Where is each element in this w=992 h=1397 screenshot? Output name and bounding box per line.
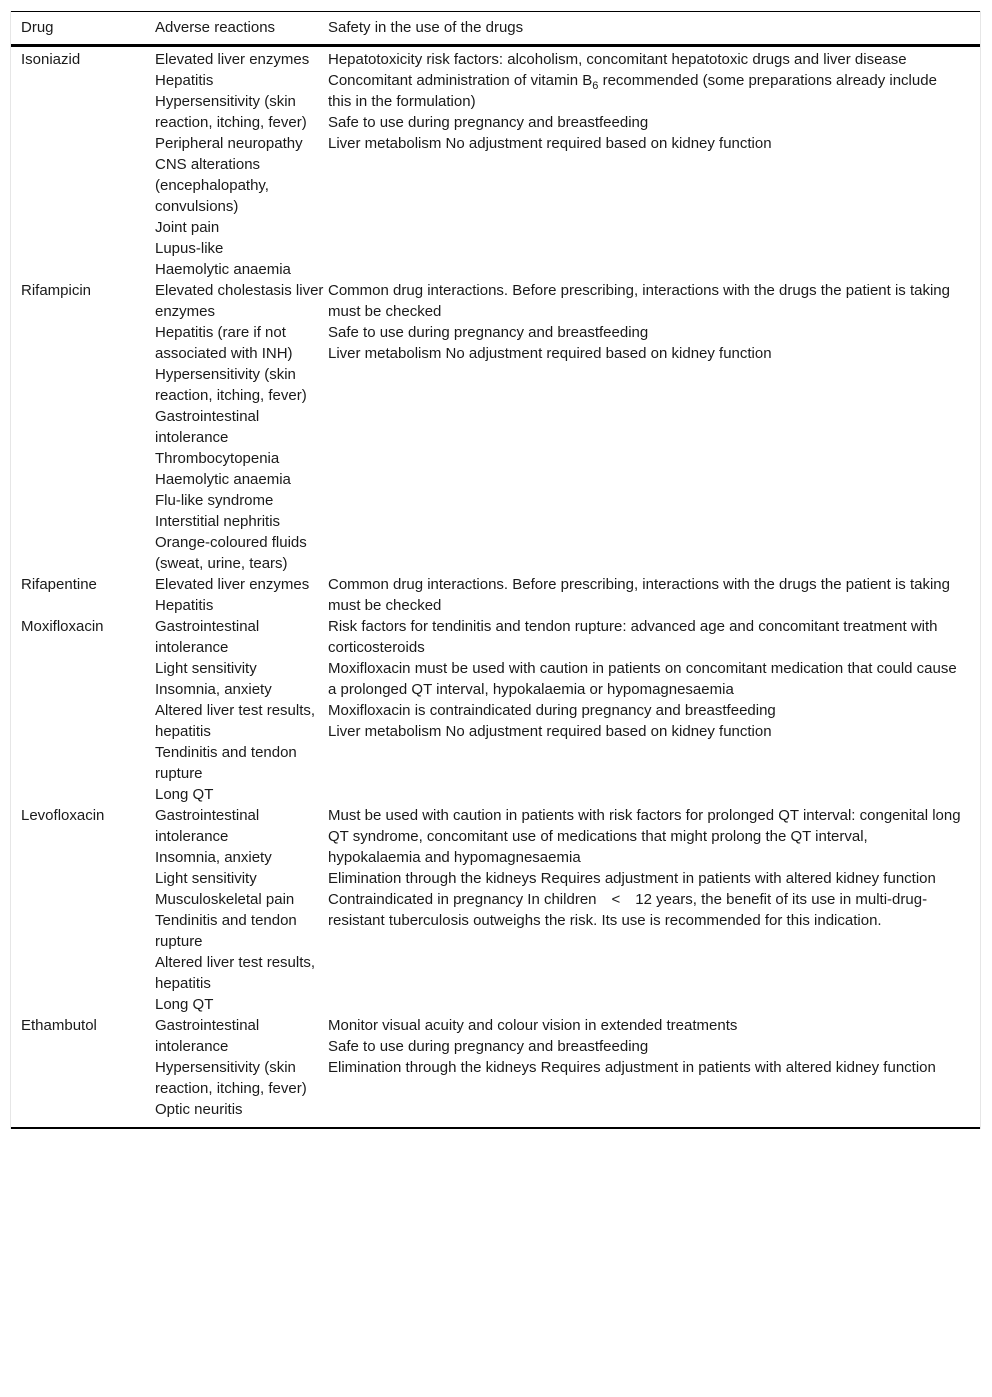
header-drug: Drug: [11, 12, 155, 46]
drug-safety-table-container: [10, 11, 981, 1129]
adverse-reaction-item: Interstitial nephritis: [155, 513, 281, 530]
safety-note: Safe to use during pregnancy and breastfeeding: [328, 114, 649, 131]
adverse-reaction-item: Light sensitivity: [155, 660, 257, 677]
adverse-reaction-item: Optic neuritis: [155, 1101, 243, 1118]
adverse-reaction-item: Gastrointestinal intolerance: [155, 807, 260, 845]
safety-note-text: recommended (some preparations already include this in the formulation): [328, 72, 937, 110]
adverse-reaction-item: Lupus-like: [155, 240, 224, 257]
adverse-reaction-item: CNS alterations (encephalopathy, convulsions): [155, 156, 269, 215]
table-header-row: [11, 12, 980, 46]
header-safety: Safety in the use of the drugs: [328, 12, 980, 46]
safety-cell: [328, 1015, 980, 1128]
table-row: [11, 1015, 980, 1128]
adverse-reaction-item: Altered liver test results, hepatitis: [155, 702, 316, 740]
safety-note: Safe to use during pregnancy and breastfeeding: [328, 1038, 649, 1055]
adverse-reaction-item: Thrombocytopenia: [155, 450, 280, 467]
adverse-reaction-item: Haemolytic anaemia: [155, 471, 291, 488]
table-row: [11, 280, 980, 574]
safety-note: [328, 70, 964, 112]
adverse-reaction-item: Insomnia, anxiety: [155, 681, 272, 698]
safety-cell: [328, 616, 980, 805]
subscript: 6: [592, 80, 599, 92]
safety-note: Liver metabolism No adjustment required based on kidney function: [328, 135, 772, 152]
table-row: [11, 574, 980, 616]
drug-safety-table: [11, 11, 980, 1129]
adverse-reaction-item: Hepatitis (rare if not associated with INH): [155, 324, 293, 362]
adverse-reaction-item: Hepatitis: [155, 72, 214, 89]
table-row: [11, 805, 980, 1015]
safety-note: Moxifloxacin must be used with caution in patients on concomitant medication that could cause a prolonged QT interval, hypokalaemia or hypomagnesaemia: [328, 660, 957, 698]
adverse-reaction-item: Haemolytic anaemia: [155, 261, 291, 278]
adverse-reaction-item: Gastrointestinal intolerance: [155, 408, 260, 446]
adverse-reaction-item: Musculoskeletal pain: [155, 891, 295, 908]
drug-name-cell: Rifampicin: [21, 282, 92, 299]
adverse-reaction-item: Flu-like syndrome: [155, 492, 274, 509]
drug-name-cell: Isoniazid: [21, 51, 81, 68]
adverse-reactions-cell: [155, 805, 328, 1015]
adverse-reaction-item: Joint pain: [155, 219, 220, 236]
header-adverse-reactions: Adverse reactions: [155, 12, 328, 46]
safety-note: Contraindicated in pregnancy In children < 12 years, the benefit of its use in multi-drug-resistant tuberculosis outweighs the risk. Its use is recommended for this indication.: [328, 891, 928, 929]
adverse-reaction-item: Hepatitis: [155, 597, 214, 614]
drug-name-cell: Ethambutol: [11, 1015, 155, 1128]
adverse-reaction-item: Gastrointestinal intolerance: [155, 618, 260, 656]
adverse-reaction-item: Elevated liver enzymes: [155, 576, 310, 593]
adverse-reaction-item: Elevated liver enzymes: [155, 51, 310, 68]
adverse-reactions-cell: [155, 616, 328, 805]
safety-note: Liver metabolism No adjustment required based on kidney function: [328, 723, 772, 740]
adverse-reaction-item: Altered liver test results, hepatitis: [155, 954, 316, 992]
adverse-reaction-item: Elevated cholestasis liver enzymes: [155, 282, 324, 320]
adverse-reaction-item: Long QT: [155, 996, 214, 1013]
safety-note-text: Concomitant administration of vitamin B: [328, 72, 593, 89]
safety-note: Common drug interactions. Before prescribing, interactions with the drugs the patient is taking must be checked: [328, 282, 950, 320]
safety-note: Elimination through the kidneys Requires adjustment in patients with altered kidney function: [328, 1059, 936, 1076]
adverse-reaction-item: Orange-coloured fluids (sweat, urine, tears): [155, 534, 307, 572]
safety-note: Liver metabolism No adjustment required based on kidney function: [328, 345, 772, 362]
adverse-reaction-item: Long QT: [155, 786, 214, 803]
safety-note: Monitor visual acuity and colour vision in extended treatments: [328, 1017, 738, 1034]
table-body: [11, 46, 980, 1129]
safety-note: Elimination through the kidneys Requires adjustment in patients with altered kidney function: [328, 870, 936, 887]
adverse-reactions-cell: [155, 46, 328, 281]
adverse-reaction-item: Tendinitis and tendon rupture: [155, 912, 297, 950]
safety-cell: [328, 280, 980, 574]
drug-name-cell: Levofloxacin: [21, 807, 105, 824]
adverse-reaction-item: Hypersensitivity (skin reaction, itching, fever): [155, 1059, 307, 1097]
table-row: [11, 616, 980, 805]
safety-note: Risk factors for tendinitis and tendon rupture: advanced age and concomitant treatment with corticosteroids: [328, 618, 938, 656]
safety-note: Hepatotoxicity risk factors: alcoholism, concomitant hepatotoxic drugs and liver disease: [328, 51, 907, 68]
adverse-reaction-item: Hypersensitivity (skin reaction, itching, fever): [155, 366, 307, 404]
adverse-reaction-item: Gastrointestinal intolerance: [155, 1017, 260, 1055]
adverse-reaction-item: Tendinitis and tendon rupture: [155, 744, 297, 782]
adverse-reaction-item: Peripheral neuropathy: [155, 135, 303, 152]
adverse-reactions-cell: [155, 280, 328, 574]
adverse-reaction-item: Light sensitivity: [155, 870, 257, 887]
safety-cell: [328, 46, 980, 281]
safety-cell: [328, 805, 980, 1015]
safety-note: Moxifloxacin is contraindicated during pregnancy and breastfeeding: [328, 702, 776, 719]
safety-note: Must be used with caution in patients with risk factors for prolonged QT interval: congenital long QT syndrome, concomitant use of medications that might prolong the QT interval, hypokalaemia and hypomagnesaemia: [328, 807, 961, 866]
adverse-reaction-item: Insomnia, anxiety: [155, 849, 272, 866]
drug-name-cell: Moxifloxacin: [21, 618, 104, 635]
adverse-reaction-item: Hypersensitivity (skin reaction, itching, fever): [155, 93, 307, 131]
adverse-reactions-cell: [155, 1015, 328, 1128]
adverse-reactions-cell: [155, 574, 328, 616]
safety-note: Common drug interactions. Before prescribing, interactions with the drugs the patient is taking must be checked: [328, 576, 950, 614]
drug-name-cell: Rifapentine: [21, 576, 97, 593]
safety-note: Safe to use during pregnancy and breastfeeding: [328, 324, 649, 341]
table-row: [11, 46, 980, 281]
safety-cell: [328, 574, 980, 616]
